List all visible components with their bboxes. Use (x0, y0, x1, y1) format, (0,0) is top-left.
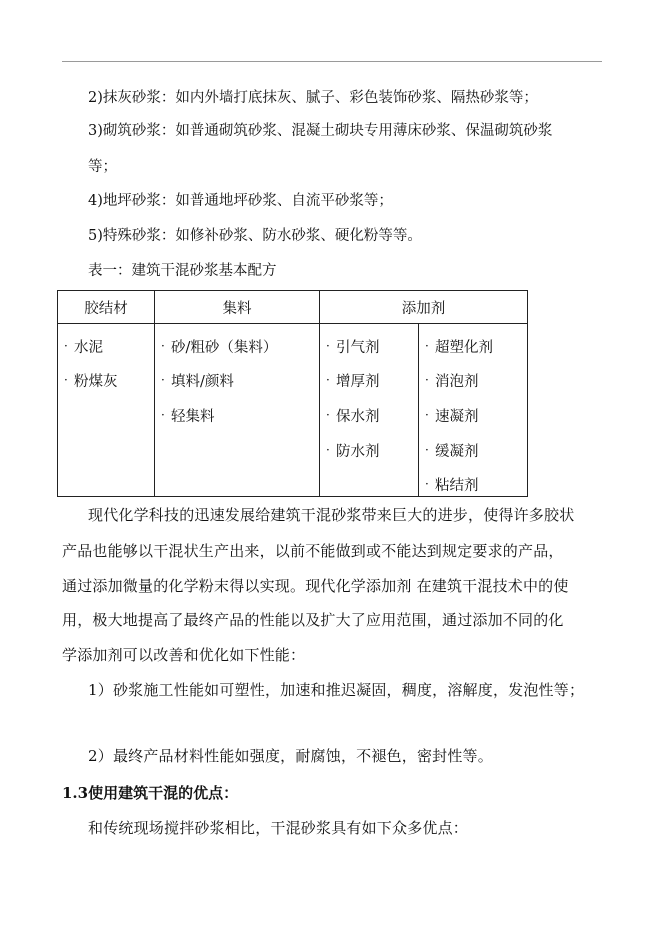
list-item-floor-mortar: 4)地坪砂浆：如普通地坪砂浆、自流平砂浆等； (88, 193, 393, 209)
additive-cell-b (419, 324, 528, 497)
paragraph-line: 产品也能够以干混状生产出来，以前不能做到或不能达到规定要求的产品， (62, 542, 564, 560)
list-item: · 缓凝剂 (425, 443, 479, 460)
paragraph-line: 现代化学科技的迅速发展给建筑干混砂浆带来巨大的进步，使得许多胶状 (88, 506, 575, 524)
improvement-item-material: 2）最终产品材料性能如强度，耐腐蚀，不褪色，密封性等。 (88, 747, 493, 765)
list-item: · 消泡剂 (425, 373, 479, 390)
additive-cell-a (320, 324, 419, 497)
list-item: · 速凝剂 (425, 408, 479, 425)
paragraph-line: 通过添加微量的化学粉末得以实现。现代化学添加剂 在建筑干混技术中的使 (62, 577, 569, 595)
header-aggregate: 集料 (155, 291, 320, 324)
list-item-special-mortar: 5)特殊砂浆：如修补砂浆、防水砂浆、硬化粉等等。 (88, 228, 422, 244)
list-item: · 轻集料 (161, 408, 215, 425)
list-item-masonry-mortar-cont: 等； (88, 159, 117, 175)
paragraph-line: 学添加剂可以改善和优化如下性能： (62, 646, 306, 664)
list-item: · 防水剂 (326, 443, 380, 460)
section-intro: 和传统现场搅拌砂浆相比，干混砂浆具有如下众多优点： (88, 819, 469, 837)
list-item: · 保水剂 (326, 408, 380, 425)
table-caption: 表一：建筑干混砂浆基本配方 (88, 263, 277, 279)
header-rule (62, 61, 602, 62)
list-item-plaster-mortar: 2)抹灰砂浆：如内外墙打底抹灰、腻子、彩色装饰砂浆、隔热砂浆等； (88, 90, 538, 106)
list-item-masonry-mortar: 3)砌筑砂浆：如普通砌筑砂浆、混凝土砌块专用薄床砂浆、保温砌筑砂浆 (88, 123, 553, 139)
improvement-item-workability: 1）砂浆施工性能如可塑性，加速和推迟凝固，稠度，溶解度，发泡性等； (88, 681, 585, 699)
list-item: · 粉煤灰 (64, 373, 118, 390)
header-binder: 胶结材 (58, 291, 155, 324)
header-additive: 添加剂 (320, 291, 528, 324)
formula-table (57, 290, 528, 497)
paragraph-line: 用，极大地提高了最终产品的性能以及扩大了应用范围，通过添加不同的化 (62, 611, 564, 629)
list-item: · 水泥 (64, 339, 103, 356)
section-heading: 1.3使用建筑干混的优点： (62, 784, 239, 802)
binder-cell (58, 324, 155, 497)
aggregate-cell (155, 324, 320, 497)
list-item: · 砂/粗砂（集料） (161, 339, 278, 356)
list-item: · 增厚剂 (326, 373, 380, 390)
list-item: · 填料/颜料 (161, 373, 234, 390)
list-item: · 引气剂 (326, 339, 380, 356)
list-item: · 粘结剂 (425, 477, 479, 494)
list-item: · 超塑化剂 (425, 339, 493, 356)
